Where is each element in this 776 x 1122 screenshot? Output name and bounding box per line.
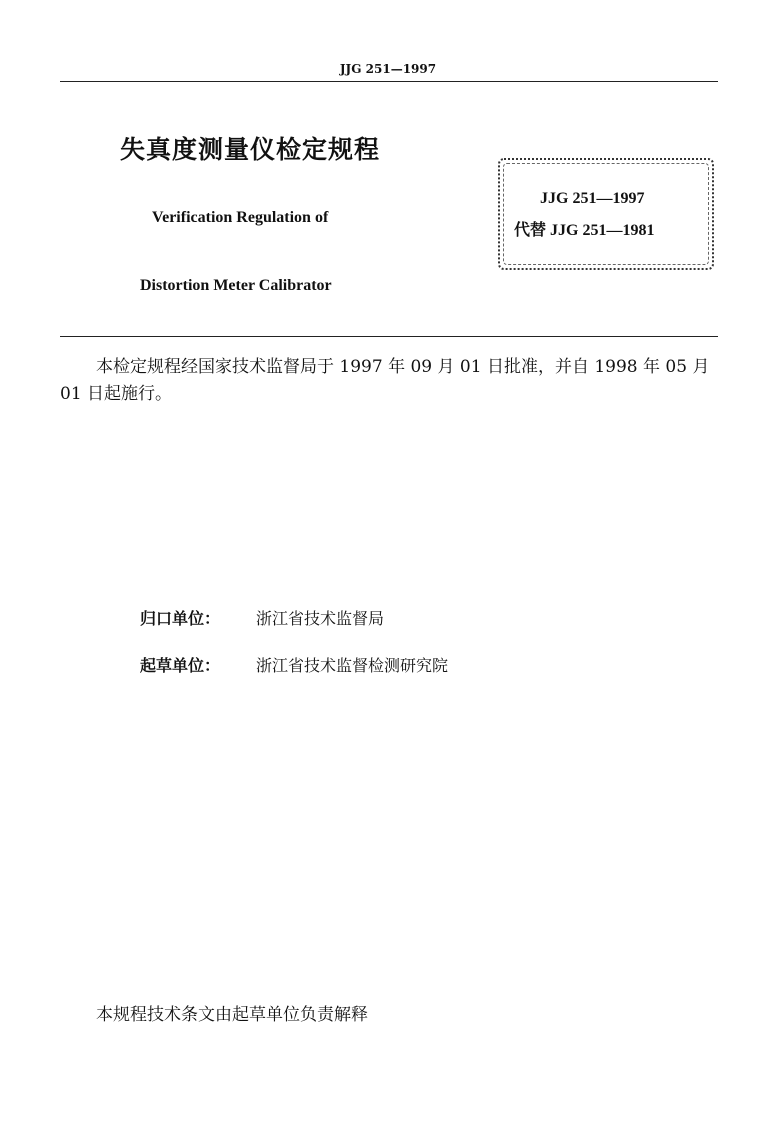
responsible-unit-label: 归口单位： xyxy=(140,609,221,628)
interpretation-note: 本规程技术条文由起草单位负责解释 xyxy=(96,1005,368,1025)
title-chinese: 失真度测量仪检定规程 xyxy=(120,135,381,164)
header-standard-code: JJG 251—1997 xyxy=(339,62,437,76)
title-english-line-1: Verification Regulation of xyxy=(152,209,329,226)
drafting-unit-value: 浙江省技术监督检测研究院 xyxy=(256,656,449,675)
approval-statement: 本检定规程经国家技术监督局于 1997 年 09 月 01 日批准，并自 1998 年 05 月 01 日起施行。 xyxy=(60,357,710,404)
replaces-code: 代替 JJG 251—1981 xyxy=(514,222,655,239)
drafting-unit-label: 起草单位： xyxy=(140,656,221,675)
standard-code: JJG 251—1997 xyxy=(540,190,645,207)
standard-code-box xyxy=(498,158,714,270)
middle-divider xyxy=(60,336,718,337)
title-english-line-2: Distortion Meter Calibrator xyxy=(140,277,332,294)
responsible-unit-value: 浙江省技术监督局 xyxy=(256,609,385,628)
top-divider xyxy=(60,81,718,82)
code-box-inner-border xyxy=(503,163,709,265)
